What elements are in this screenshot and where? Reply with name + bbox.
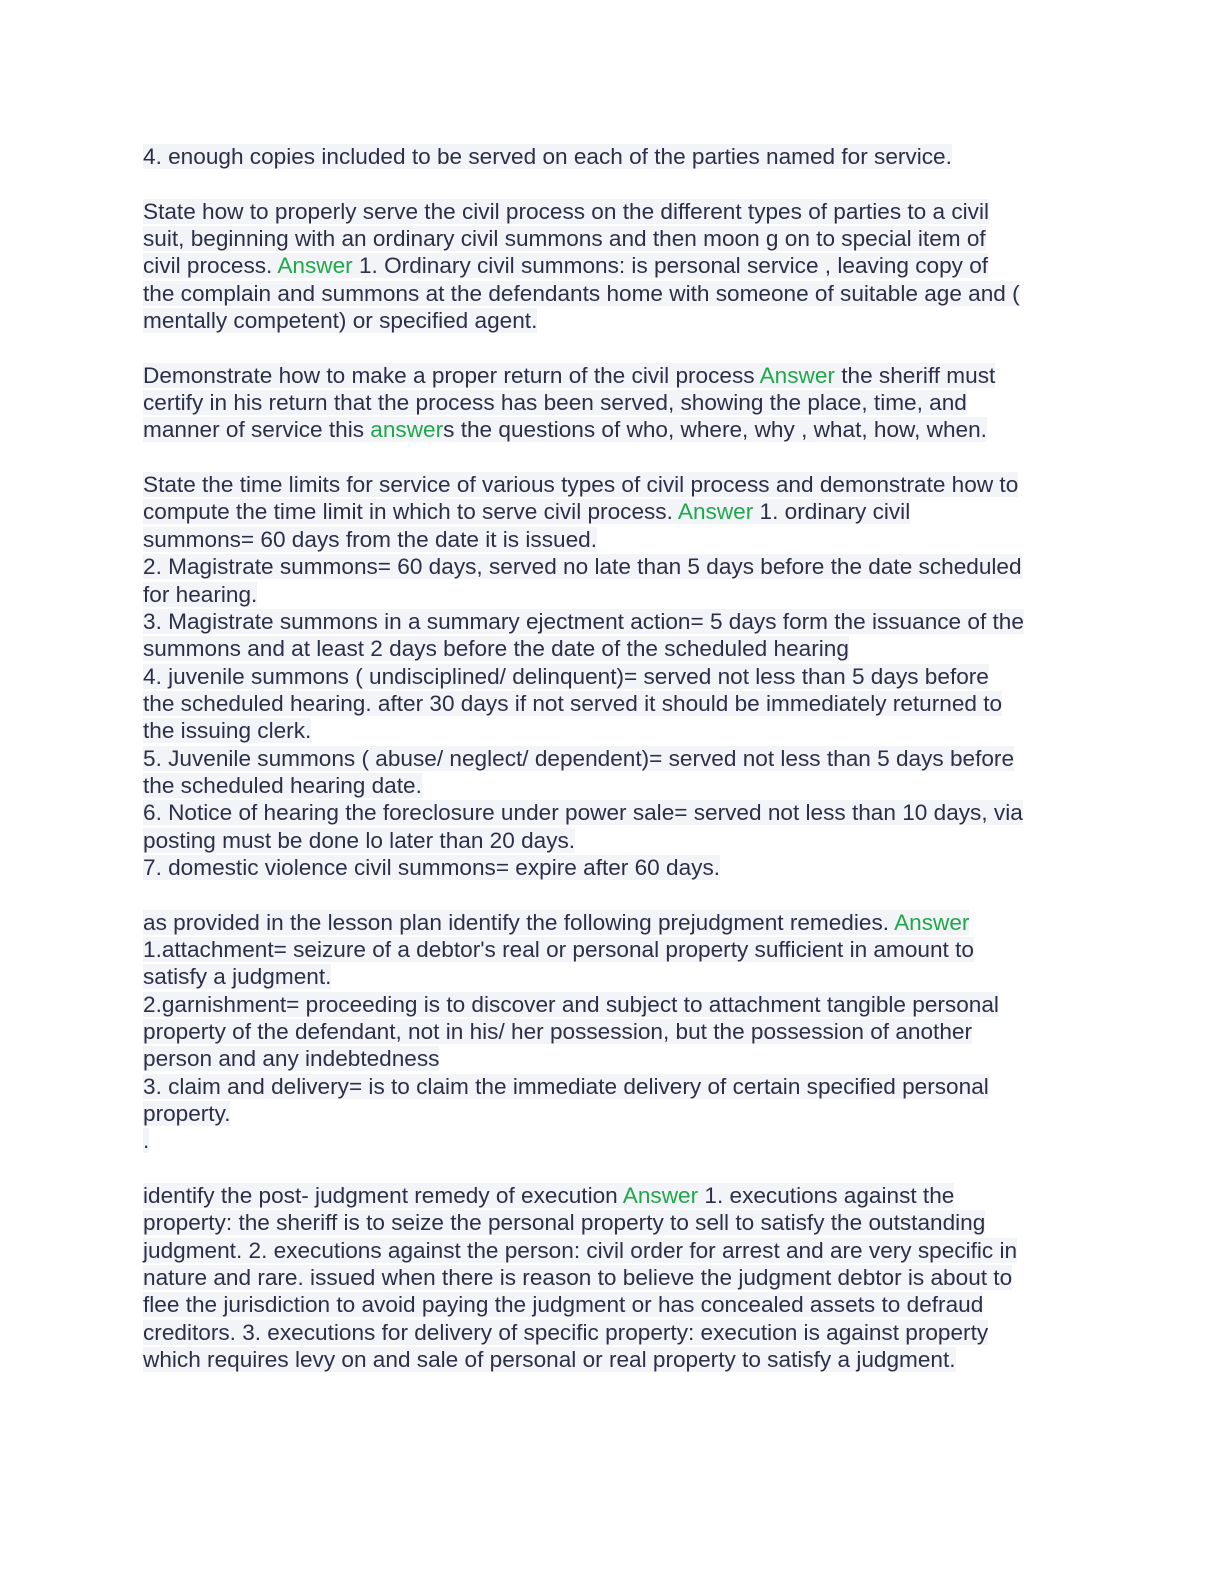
text-line	[143, 526, 1078, 553]
text-segment: 7. domestic violence civil summons= expire after 60 days.	[143, 854, 721, 880]
text-segment: summons and at least 2 days before the date of the scheduled hearing	[143, 636, 849, 662]
text-line-content	[143, 554, 1022, 579]
text-line-content	[143, 144, 952, 169]
text-segment: flee the jurisdiction to avoid paying the judgment or has concealed assets to defraud	[143, 1292, 984, 1318]
text-segment: the scheduled hearing. after 30 days if not served it should be immediately returned to	[143, 690, 1003, 716]
text-line-content	[143, 1347, 956, 1372]
text-line	[143, 608, 1078, 635]
text-line	[143, 854, 1078, 881]
text-segment: satisfy a judgment.	[143, 964, 332, 990]
text-segment: certify in his return that the process has been served, showing the place, time, and	[143, 390, 967, 416]
answer-keyword: Answer	[277, 253, 353, 279]
text-line	[143, 471, 1078, 498]
blank-line	[143, 334, 1078, 361]
text-line-content	[143, 1183, 954, 1208]
text-line-content	[143, 253, 988, 278]
text-line-content	[143, 281, 1020, 306]
text-line-content	[143, 226, 986, 251]
text-line-content	[143, 855, 720, 880]
text-segment: creditors. 3. executions for delivery of specific property: execution is against property	[143, 1319, 989, 1345]
text-segment: 1. Ordinary civil summons: is personal service , leaving copy of	[352, 253, 989, 279]
text-segment: .	[143, 1128, 150, 1154]
text-line	[143, 1346, 1078, 1373]
text-line	[143, 827, 1078, 854]
answer-keyword: answer	[370, 417, 444, 443]
text-line	[143, 963, 1078, 990]
text-line-content	[143, 1046, 439, 1071]
answer-keyword: Answer	[759, 362, 835, 388]
text-line	[143, 663, 1078, 690]
text-line-content	[143, 937, 974, 962]
blank-line	[143, 1155, 1078, 1182]
text-line	[143, 362, 1078, 389]
text-line	[143, 389, 1078, 416]
text-line-content	[143, 472, 1018, 497]
blank-line	[143, 170, 1078, 197]
text-segment: property.	[143, 1101, 231, 1127]
text-segment: the sheriff must	[834, 362, 996, 388]
text-line-content	[143, 499, 910, 524]
text-line-content	[143, 828, 575, 853]
text-line	[143, 1209, 1078, 1236]
text-segment: summons= 60 days from the date it is issued.	[143, 526, 597, 552]
text-line	[143, 745, 1078, 772]
blank-line	[143, 881, 1078, 908]
text-segment: property: the sheriff is to seize the personal property to sell to satisfy the outstanding	[143, 1210, 986, 1236]
text-line-content	[143, 1210, 985, 1235]
text-segment: the issuing clerk.	[143, 718, 312, 744]
text-segment: 1.attachment= seizure of a debtor's real or personal property sufficient in amount to	[143, 936, 974, 962]
text-line	[143, 1264, 1078, 1291]
text-segment: as provided in the lesson plan identify the following prejudgment remedies.	[143, 909, 895, 935]
text-line	[143, 717, 1078, 744]
text-segment: 4. juvenile summons ( undisciplined/ delinquent)= served not less than 5 days before	[143, 663, 989, 689]
answer-keyword: Answer	[622, 1183, 699, 1209]
text-line	[143, 1182, 1078, 1209]
text-line-content	[143, 773, 422, 798]
text-line	[143, 635, 1078, 662]
text-line	[143, 307, 1078, 334]
text-line-content	[143, 363, 995, 388]
text-line	[143, 1291, 1078, 1318]
text-line	[143, 416, 1078, 443]
text-segment: Demonstrate how to make a proper return of the civil process	[143, 362, 760, 388]
text-segment: 4. enough copies included to be served on each of the parties named for service.	[143, 144, 952, 169]
text-line-content	[143, 800, 1023, 825]
text-line-content	[143, 636, 849, 661]
text-line-content	[143, 691, 1002, 716]
text-line-content	[143, 199, 989, 224]
text-line-content	[143, 527, 597, 552]
text-segment: 1. executions against the	[698, 1183, 955, 1209]
text-line-content	[143, 1019, 972, 1044]
text-line	[143, 143, 1078, 170]
text-segment: s the questions of who, where, why , what, how, when.	[443, 417, 987, 443]
text-line-content	[143, 746, 1014, 771]
text-segment: nature and rare. issued when there is reason to believe the judgment debtor is about to	[143, 1265, 1013, 1291]
text-segment: 3. claim and delivery= is to claim the immediate delivery of certain specified personal	[143, 1073, 989, 1099]
text-segment: manner of service this	[143, 417, 371, 443]
text-line	[143, 1073, 1078, 1100]
text-segment: identify the post- judgment remedy of execution	[143, 1183, 623, 1209]
text-line-content	[143, 1238, 1017, 1263]
text-line-content	[143, 718, 311, 743]
text-line-content	[143, 1128, 149, 1153]
text-line-content	[143, 1265, 1012, 1290]
text-line-content	[143, 664, 989, 689]
text-segment: 5. Juvenile summons ( abuse/ neglect/ dependent)= served not less than 5 days before	[143, 745, 1015, 771]
text-segment: 6. Notice of hearing the foreclosure under power sale= served not less than 10 days, via	[143, 800, 1023, 826]
text-segment: judgment. 2. executions against the person: civil order for arrest and are very specific in	[143, 1237, 1018, 1263]
text-segment: property of the defendant, not in his/ her possession, but the possession of another	[143, 1019, 972, 1044]
text-line-content	[143, 964, 331, 989]
text-segment: 1. ordinary civil	[753, 499, 911, 525]
text-line	[143, 553, 1078, 580]
text-line-content	[143, 1074, 989, 1099]
text-line	[143, 581, 1078, 608]
text-segment: State how to properly serve the civil process on the different types of parties to a civil	[143, 198, 990, 224]
text-line	[143, 1045, 1078, 1072]
text-segment: the scheduled hearing date.	[143, 772, 422, 798]
text-line-content	[143, 417, 987, 442]
text-line	[143, 772, 1078, 799]
text-segment: person and any indebtedness	[143, 1046, 440, 1072]
text-segment: State the time limits for service of various types of civil process and demonstrate how to	[143, 472, 1019, 498]
text-line-content	[143, 1320, 988, 1345]
text-segment: suit, beginning with an ordinary civil summons and then moon g on to special item of	[143, 226, 986, 252]
text-line	[143, 1127, 1078, 1154]
text-segment: for hearing.	[143, 581, 258, 607]
text-line	[143, 1018, 1078, 1045]
text-line-content	[143, 582, 257, 607]
text-line	[143, 198, 1078, 225]
text-line-content	[143, 910, 969, 935]
document-page	[143, 143, 1078, 1373]
text-line	[143, 225, 1078, 252]
text-line	[143, 280, 1078, 307]
text-line	[143, 909, 1078, 936]
text-segment: the complain and summons at the defendants home with someone of suitable age and (	[143, 280, 1020, 306]
text-line	[143, 252, 1078, 279]
text-line	[143, 991, 1078, 1018]
text-segment: 3. Magistrate summons in a summary ejectment action= 5 days form the issuance of the	[143, 608, 1024, 634]
text-line-content	[143, 1101, 230, 1126]
text-line-content	[143, 390, 967, 415]
text-line	[143, 799, 1078, 826]
blank-line	[143, 444, 1078, 471]
answer-keyword: Answer	[894, 909, 970, 935]
text-line	[143, 690, 1078, 717]
text-segment: posting must be done lo later than 20 days.	[143, 827, 576, 853]
text-line	[143, 1100, 1078, 1127]
answer-keyword: Answer	[677, 499, 754, 525]
text-line	[143, 1237, 1078, 1264]
text-segment: mentally competent) or specified agent.	[143, 308, 538, 334]
text-line	[143, 498, 1078, 525]
text-line-content	[143, 1292, 983, 1317]
text-line-content	[143, 308, 537, 333]
text-line-content	[143, 609, 1024, 634]
text-line-content	[143, 992, 999, 1017]
text-line	[143, 1319, 1078, 1346]
text-segment: 2.garnishment= proceeding is to discover and subject to attachment tangible personal	[143, 991, 999, 1017]
text-segment: 2. Magistrate summons= 60 days, served no late than 5 days before the date scheduled	[143, 554, 1022, 580]
text-line	[143, 936, 1078, 963]
text-segment: civil process.	[143, 253, 278, 279]
text-segment: compute the time limit in which to serve civil process.	[143, 499, 678, 525]
text-segment: which requires levy on and sale of personal or real property to satisfy a judgment.	[143, 1347, 956, 1373]
